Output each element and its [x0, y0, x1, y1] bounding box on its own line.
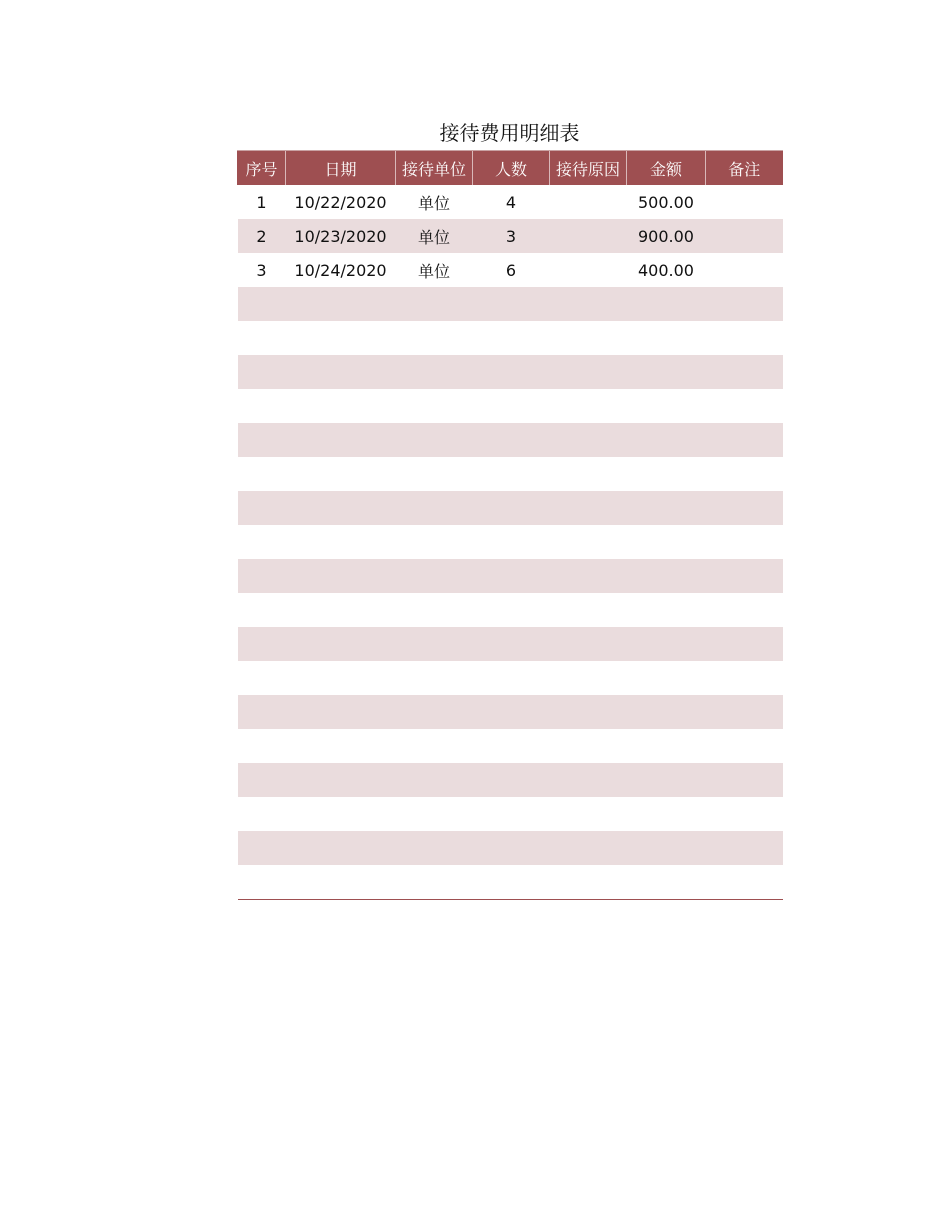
cell-date[interactable]	[286, 525, 396, 559]
cell-date[interactable]	[286, 321, 396, 355]
cell-amount[interactable]	[627, 627, 706, 661]
cell-remarks[interactable]	[706, 321, 783, 355]
table-row	[238, 729, 783, 763]
cell-date[interactable]: 10/24/2020	[286, 253, 396, 287]
cell-remarks[interactable]	[706, 797, 783, 831]
table-row	[238, 457, 783, 491]
cell-people-count[interactable]	[473, 593, 550, 627]
cell-date[interactable]	[286, 389, 396, 423]
table-row	[238, 253, 783, 287]
cell-index[interactable]	[238, 525, 286, 559]
cell-reason[interactable]	[550, 695, 627, 729]
cell-people-count[interactable]	[473, 355, 550, 389]
cell-index[interactable]	[238, 287, 286, 321]
cell-host-unit[interactable]	[396, 525, 473, 559]
cell-host-unit[interactable]	[396, 763, 473, 797]
cell-remarks[interactable]	[706, 355, 783, 389]
cell-reason[interactable]	[550, 321, 627, 355]
cell-host-unit[interactable]	[396, 695, 473, 729]
cell-reason[interactable]	[550, 831, 627, 865]
cell-people-count[interactable]	[473, 763, 550, 797]
cell-remarks[interactable]	[706, 525, 783, 559]
table-header-row	[238, 151, 783, 186]
cell-people-count[interactable]	[473, 661, 550, 695]
cell-amount[interactable]	[627, 797, 706, 831]
cell-people-count[interactable]	[473, 559, 550, 593]
cell-host-unit[interactable]	[396, 865, 473, 900]
cell-date[interactable]	[286, 763, 396, 797]
cell-index[interactable]	[238, 797, 286, 831]
expense-table	[237, 150, 783, 900]
table-row	[238, 593, 783, 627]
cell-amount[interactable]: 500.00	[627, 185, 706, 219]
cell-host-unit[interactable]	[396, 729, 473, 763]
cell-remarks[interactable]	[706, 559, 783, 593]
cell-remarks[interactable]	[706, 185, 783, 219]
cell-date[interactable]	[286, 559, 396, 593]
cell-index[interactable]	[238, 865, 286, 900]
cell-people-count[interactable]	[473, 797, 550, 831]
cell-reason[interactable]	[550, 219, 627, 253]
cell-people-count[interactable]	[473, 865, 550, 900]
cell-reason[interactable]	[550, 797, 627, 831]
cell-index[interactable]: 2	[238, 219, 286, 253]
cell-people-count[interactable]: 3	[473, 219, 550, 253]
cell-people-count[interactable]	[473, 389, 550, 423]
table-row	[238, 763, 783, 797]
table-row	[238, 695, 783, 729]
cell-remarks[interactable]	[706, 457, 783, 491]
cell-date[interactable]	[286, 797, 396, 831]
cell-index[interactable]	[238, 661, 286, 695]
cell-index[interactable]	[238, 593, 286, 627]
cell-reason[interactable]	[550, 559, 627, 593]
cell-people-count[interactable]	[473, 287, 550, 321]
column-header-host-unit[interactable]: 接待单位	[396, 151, 473, 186]
cell-host-unit[interactable]	[396, 457, 473, 491]
table-row	[238, 661, 783, 695]
cell-people-count[interactable]: 4	[473, 185, 550, 219]
cell-date[interactable]	[286, 627, 396, 661]
table-row	[238, 185, 783, 219]
column-header-people-count[interactable]: 人数	[473, 151, 550, 186]
cell-amount[interactable]	[627, 559, 706, 593]
cell-people-count[interactable]	[473, 627, 550, 661]
cell-date[interactable]	[286, 287, 396, 321]
cell-host-unit[interactable]	[396, 355, 473, 389]
table-row	[238, 423, 783, 457]
cell-date[interactable]	[286, 695, 396, 729]
cell-amount[interactable]: 900.00	[627, 219, 706, 253]
cell-reason[interactable]	[550, 185, 627, 219]
cell-remarks[interactable]	[706, 389, 783, 423]
cell-index[interactable]	[238, 559, 286, 593]
cell-amount[interactable]	[627, 321, 706, 355]
table-row	[238, 865, 783, 900]
column-header-amount[interactable]: 金额	[627, 151, 706, 186]
cell-amount[interactable]	[627, 355, 706, 389]
cell-reason[interactable]	[550, 627, 627, 661]
cell-host-unit[interactable]	[396, 559, 473, 593]
table-row	[238, 287, 783, 321]
cell-remarks[interactable]	[706, 763, 783, 797]
cell-host-unit[interactable]	[396, 423, 473, 457]
cell-amount[interactable]	[627, 525, 706, 559]
cell-remarks[interactable]	[706, 627, 783, 661]
cell-reason[interactable]	[550, 661, 627, 695]
cell-index[interactable]	[238, 355, 286, 389]
cell-reason[interactable]	[550, 253, 627, 287]
cell-amount[interactable]	[627, 287, 706, 321]
cell-amount[interactable]	[627, 593, 706, 627]
cell-people-count[interactable]	[473, 321, 550, 355]
table-row	[238, 321, 783, 355]
cell-host-unit[interactable]: 单位	[396, 219, 473, 253]
cell-date[interactable]: 10/23/2020	[286, 219, 396, 253]
column-header-reason[interactable]: 接待原因	[550, 151, 627, 186]
cell-host-unit[interactable]: 单位	[396, 185, 473, 219]
cell-amount[interactable]	[627, 729, 706, 763]
cell-date[interactable]	[286, 729, 396, 763]
cell-reason[interactable]	[550, 525, 627, 559]
cell-date[interactable]	[286, 491, 396, 525]
cell-reason[interactable]	[550, 355, 627, 389]
table-row	[238, 389, 783, 423]
column-header-remarks[interactable]: 备注	[706, 151, 783, 186]
table-row	[238, 831, 783, 865]
cell-reason[interactable]	[550, 729, 627, 763]
cell-amount[interactable]	[627, 865, 706, 900]
cell-people-count[interactable]	[473, 491, 550, 525]
table-row	[238, 627, 783, 661]
cell-reason[interactable]	[550, 287, 627, 321]
table-row	[238, 797, 783, 831]
cell-people-count[interactable]	[473, 831, 550, 865]
sheet-title: 接待费用明细表	[439, 121, 580, 145]
cell-date[interactable]	[286, 423, 396, 457]
cell-index[interactable]	[238, 423, 286, 457]
cell-host-unit[interactable]	[396, 287, 473, 321]
table-row	[238, 355, 783, 389]
column-header-index[interactable]: 序号	[238, 151, 286, 186]
cell-reason[interactable]	[550, 593, 627, 627]
cell-index[interactable]	[238, 627, 286, 661]
cell-remarks[interactable]	[706, 593, 783, 627]
cell-people-count[interactable]	[473, 525, 550, 559]
cell-index[interactable]: 1	[238, 185, 286, 219]
cell-reason[interactable]	[550, 865, 627, 900]
cell-remarks[interactable]	[706, 219, 783, 253]
cell-index[interactable]: 3	[238, 253, 286, 287]
cell-host-unit[interactable]: 单位	[396, 253, 473, 287]
cell-host-unit[interactable]	[396, 321, 473, 355]
cell-amount[interactable]	[627, 491, 706, 525]
cell-remarks[interactable]	[706, 423, 783, 457]
cell-date[interactable]	[286, 593, 396, 627]
column-header-date[interactable]: 日期	[286, 151, 396, 186]
cell-index[interactable]	[238, 695, 286, 729]
cell-people-count[interactable]	[473, 695, 550, 729]
cell-remarks[interactable]	[706, 491, 783, 525]
cell-index[interactable]	[238, 491, 286, 525]
cell-date[interactable]	[286, 355, 396, 389]
expense-sheet	[237, 116, 782, 900]
cell-amount[interactable]	[627, 763, 706, 797]
cell-reason[interactable]	[550, 457, 627, 491]
cell-amount[interactable]	[627, 661, 706, 695]
cell-index[interactable]	[238, 729, 286, 763]
cell-host-unit[interactable]	[396, 593, 473, 627]
cell-reason[interactable]	[550, 763, 627, 797]
cell-index[interactable]	[238, 457, 286, 491]
cell-amount[interactable]	[627, 389, 706, 423]
table-row	[238, 525, 783, 559]
table-row	[238, 219, 783, 253]
cell-host-unit[interactable]	[396, 797, 473, 831]
cell-remarks[interactable]	[706, 729, 783, 763]
cell-reason[interactable]	[550, 491, 627, 525]
cell-amount[interactable]	[627, 831, 706, 865]
cell-people-count[interactable]	[473, 423, 550, 457]
cell-date[interactable]	[286, 661, 396, 695]
cell-remarks[interactable]	[706, 695, 783, 729]
cell-date[interactable]: 10/22/2020	[286, 185, 396, 219]
cell-host-unit[interactable]	[396, 389, 473, 423]
table-body	[238, 185, 783, 900]
cell-index[interactable]	[238, 321, 286, 355]
cell-remarks[interactable]	[706, 865, 783, 900]
cell-amount[interactable]	[627, 695, 706, 729]
cell-host-unit[interactable]	[396, 491, 473, 525]
cell-reason[interactable]	[550, 423, 627, 457]
cell-date[interactable]	[286, 865, 396, 900]
cell-index[interactable]	[238, 389, 286, 423]
cell-reason[interactable]	[550, 389, 627, 423]
cell-remarks[interactable]	[706, 287, 783, 321]
cell-host-unit[interactable]	[396, 627, 473, 661]
cell-remarks[interactable]	[706, 831, 783, 865]
cell-host-unit[interactable]	[396, 831, 473, 865]
cell-amount[interactable]: 400.00	[627, 253, 706, 287]
cell-index[interactable]	[238, 831, 286, 865]
cell-people-count[interactable]	[473, 729, 550, 763]
cell-people-count[interactable]: 6	[473, 253, 550, 287]
cell-amount[interactable]	[627, 423, 706, 457]
table-row	[238, 491, 783, 525]
cell-people-count[interactable]	[473, 457, 550, 491]
table-row	[238, 559, 783, 593]
cell-remarks[interactable]	[706, 253, 783, 287]
cell-amount[interactable]	[627, 457, 706, 491]
cell-date[interactable]	[286, 457, 396, 491]
cell-remarks[interactable]	[706, 661, 783, 695]
cell-host-unit[interactable]	[396, 661, 473, 695]
cell-date[interactable]	[286, 831, 396, 865]
cell-index[interactable]	[238, 763, 286, 797]
